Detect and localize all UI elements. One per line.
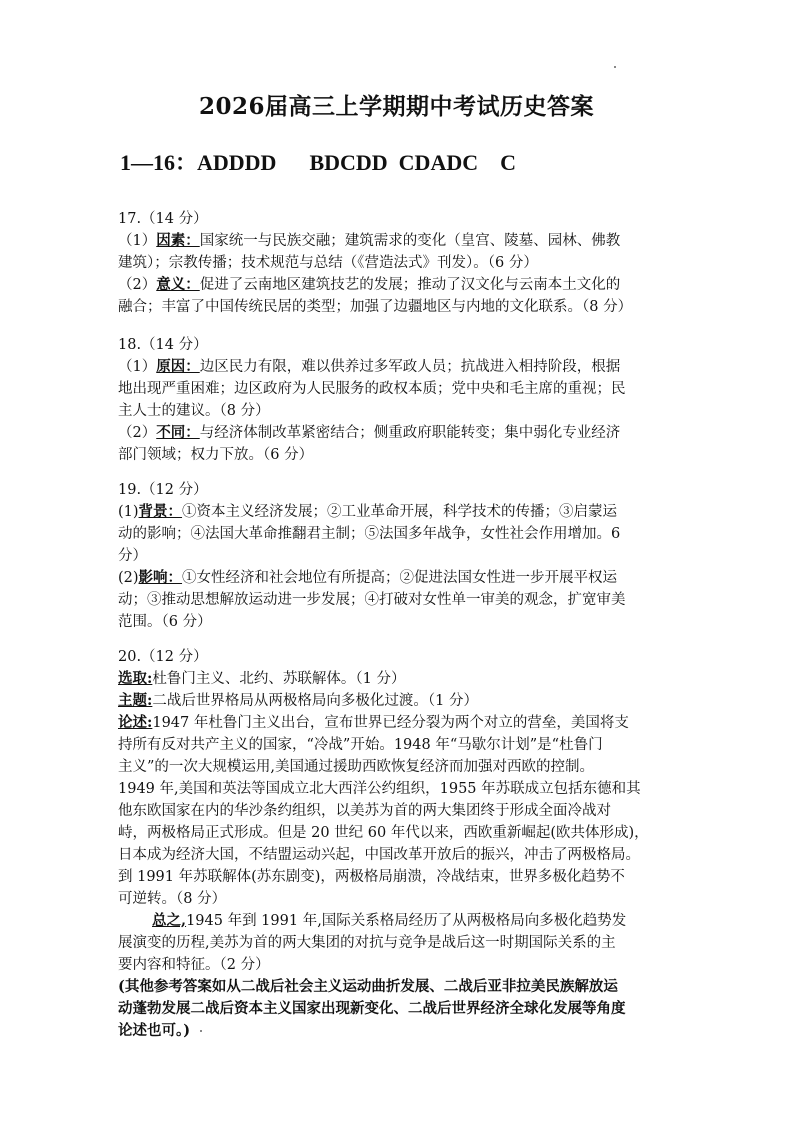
question-20-argue-line4: 1949 年,美国和英法等国成立北大西洋公约组织，1955 年苏联成立包括东德和其: [118, 781, 641, 797]
question-18: [118, 334, 684, 466]
scan-speck: [614, 66, 616, 68]
theme-text: 二战后世界格局从两极格局向多极化过渡。（1 分）: [152, 693, 478, 709]
question-17-part2-line2: 融合；丰富了中国传统民居的类型；加强了边疆地区与内地的文化联系。（8 分）: [118, 299, 633, 315]
summary-label: 总之,: [152, 912, 187, 929]
answer-text: 国家统一与民族交融；建筑需求的变化（皇宫、陵墓、园林、佛教: [199, 233, 621, 249]
part-label: 因素：: [156, 232, 200, 249]
answer-text: ①女性经济和社会地位有所提高；②促进法国女性进一步开展平权运: [182, 570, 618, 586]
part-prefix: （1）: [118, 233, 157, 249]
question-18-part2-line1: [118, 422, 684, 444]
scan-speck: [200, 1030, 202, 1032]
part-prefix: (2): [118, 570, 139, 586]
multiple-choice-answers: 1—16：ADDDD BDCDD CDADC C: [120, 150, 516, 175]
part-label: 背景：: [138, 503, 183, 520]
question-20-select-line: [118, 668, 684, 690]
question-20-argue-line6: 峙，两极格局正式形成。但是 20 世纪 60 年代以来，西欧重新崛起(欧共体形成)，: [118, 825, 649, 841]
question-20: [118, 646, 684, 1042]
question-17-part2-line1: [118, 274, 684, 296]
question-19-part1-line3: 分）: [118, 548, 147, 564]
answer-text: 边区民力有限，难以供养过多军政人员；抗战进入相持阶段，根据: [199, 359, 621, 375]
theme-label: 主题:: [118, 692, 153, 709]
question-20-argue-line7: 日本成为经济大国，不结盟运动兴起，中国改革开放后的振兴，冲击了两极格局。: [118, 847, 640, 863]
question-20-summary-line3: 要内容和特征。（2 分）: [118, 957, 270, 973]
question-19-part1-line2: 动的影响；④法国大革命推翻君主制；⑤法国多年战争，女性社会作用增加。6: [118, 526, 621, 542]
question-18-part1-line2: 地出现严重困难；边区政府为人民服务的政权本质；党中央和毛主席的重视；民: [118, 381, 626, 397]
question-20-summary-line1: [118, 910, 684, 932]
part-prefix: (1): [118, 504, 139, 520]
answer-text: 促进了云南地区建筑技艺的发展；推动了汉文化与云南本土文化的: [199, 277, 621, 293]
question-17-heading: 17.（14 分）: [118, 211, 208, 227]
question-20-argue-line2: 持所有反对共产主义的国家，“冷战”开始。1948 年“马歇尔计划”是“杜鲁门: [118, 737, 603, 753]
argue-text: 1947 年杜鲁门主义出台，宣布世界已经分裂为两个对立的营垒，美国将支: [152, 715, 629, 731]
question-19: [118, 479, 684, 633]
question-18-part1-line3: 主人士的建议。（8 分）: [118, 403, 270, 419]
question-20-argue-line9: 可逆转。（8 分）: [118, 891, 227, 907]
question-20-argue-line5: 他东欧国家在内的华沙条约组织，以美苏为首的两大集团终于形成全面冷战对: [118, 803, 611, 819]
question-17-part1-line1: [118, 230, 684, 252]
part-prefix: （2）: [118, 425, 157, 441]
answer-text: 与经济体制改革紧密结合；侧重政府职能转变；集中弱化专业经济: [199, 425, 621, 441]
question-19-part2-line1: [118, 567, 684, 589]
question-18-heading: 18.（14 分）: [118, 337, 208, 353]
question-19-part2-line2: 动；③推动思想解放运动进一步发展；④打破对女性单一审美的观念，扩宽审美: [118, 592, 626, 608]
part-label: 原因：: [156, 358, 200, 375]
part-label: 意义：: [156, 276, 200, 293]
question-17: [118, 208, 684, 318]
select-label: 选取:: [118, 670, 153, 687]
question-20-heading: 20.（12 分）: [118, 649, 208, 665]
page-title: 2026届高三上学期期中考试历史答案: [198, 93, 594, 120]
question-20-summary-line2: 展演变的历程,美苏为首的两大集团的对抗与竞争是战后这一时期国际关系的主: [118, 935, 616, 951]
question-20-argue-line8: 到 1991 年苏联解体(苏东剧变)，两极格局崩溃，冷战结束，世界多极化趋势不: [118, 869, 625, 885]
question-20-argue-line1: [118, 712, 684, 734]
question-19-part1-line1: [118, 501, 684, 523]
question-17-part1-line2: 建筑）；宗教传播；技术规范与总结（《营造法式》刊发）。（6 分）: [118, 255, 538, 271]
question-18-part2-line2: 部门领域；权力下放。（6 分）: [118, 447, 314, 463]
part-label: 不同：: [156, 424, 200, 441]
question-18-part1-line1: [118, 356, 684, 378]
question-20-theme-line: [118, 690, 684, 712]
select-text: 杜鲁门主义、北约、苏联解体。（1 分）: [152, 671, 406, 687]
reference-note-line3: 论述也可。): [118, 1022, 191, 1039]
question-20-argue-line3: 主义”的一次大规模运用,美国通过援助西欧恢复经济而加强对西欧的控制。: [118, 759, 595, 775]
question-19-part2-line3: 范围。（6 分）: [118, 614, 212, 630]
part-label: 影响：: [138, 569, 183, 586]
reference-note-line1: (其他参考答案如从二战后社会主义运动曲折发展、二战后亚非拉美民族解放运: [118, 978, 618, 995]
argue-label: 论述:: [118, 714, 153, 731]
question-19-heading: 19.（12 分）: [118, 482, 208, 498]
part-prefix: （1）: [118, 359, 157, 375]
summary-text: 1945 年到 1991 年,国际关系格局经历了从两极格局向多极化趋势发: [186, 913, 627, 929]
part-prefix: （2）: [118, 277, 157, 293]
answer-text: ①资本主义经济发展；②工业革命开展，科学技术的传播；③启蒙运: [182, 504, 618, 520]
reference-note-line2: 动蓬勃发展二战后资本主义国家出现新变化、二战后世界经济全球化发展等角度: [118, 1000, 626, 1017]
